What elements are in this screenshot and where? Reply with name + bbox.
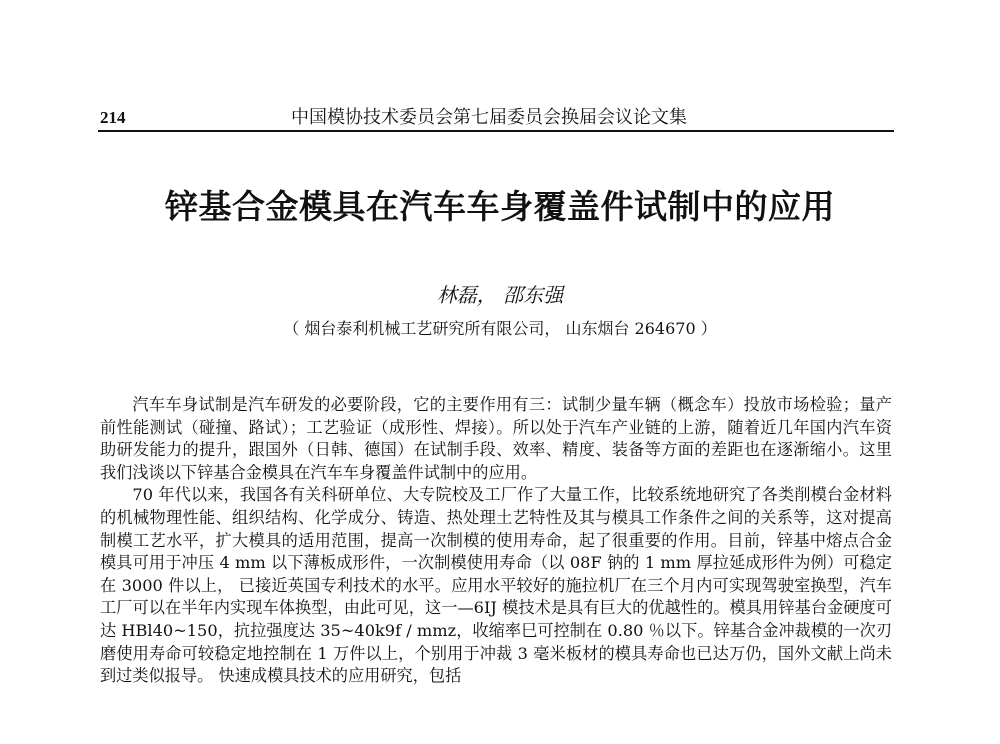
header-rule: [98, 130, 894, 132]
article-title: 锌基合金模具在汽车车身覆盖件试制中的应用: [165, 187, 835, 226]
author-affiliation: （ 烟台泰利机械工艺研究所有限公司， 山东烟台 264670 ）: [283, 319, 717, 338]
body-text: [100, 394, 892, 688]
proceedings-title: 中国模协技术委员会第七届委员会换届会议论文集: [291, 107, 687, 128]
author-list: 林磊， 邵东强: [436, 283, 564, 307]
paragraph-history: 70 年代以来，我国各有关科研单位、大专院校及工厂作了大量工作，比较系统地研究了各类削模台金材料的机械物理性能、组织结构、化学成分、铸造、热处理土艺特性及其与模具工作条件之间的关系等，这对提高制模工艺水平，扩大模具的适用范围，提高一次制模的使用寿命，起了很重要的作用。目前，锌基中熔点合金模具可用于冲压 4 mm 以下薄板成形件，一次制模使用寿命（以 08F 钠的 1 mm 厚拉延成形件为例）可稳定在 3000 件以上， 已接近英国专利技术的水平。应用水平较好的施拉机厂在三个月内可实现驾驶室换型，汽车工厂可以在半年内实现车体换型，由此可见，这一—6IJ 模技术是具有巨大的优越性的。模具用锌基台金硬度可达 HBl40~150，抗拉强度达 35~40k9f / mmz，收缩率巳可控制在 0.80 ％以下。锌基合金冲裁模的一次刃磨使用寿命可较稳定地控制在 1 万件以上，个别用于冲裁 3 毫米板材的模具寿命也已达万仍，国外文献上尚未到过类似报导。 快速成模具技术的应用研究，包括: [100, 485, 892, 686]
page-number: 214: [100, 108, 126, 127]
paragraph-intro: 汽车车身试制是汽车研发的必要阶段，它的主要作用有三：试制少量车辆（概念车）投放市场检验；量产前性能测试（碰撞、路试）；工艺验证（成形性、焊接）。所以处于汽车产业链的上游，随着近几年国内汽车资助研发能力的提升，跟国外（日韩、德国）在试制手段、效率、精度、装备等方面的差距也在逐渐缩小。这里我们浅谈以下锌基合金模具在汽车车身覆盖件试制中的应用。: [100, 395, 892, 482]
running-header: [100, 108, 900, 132]
